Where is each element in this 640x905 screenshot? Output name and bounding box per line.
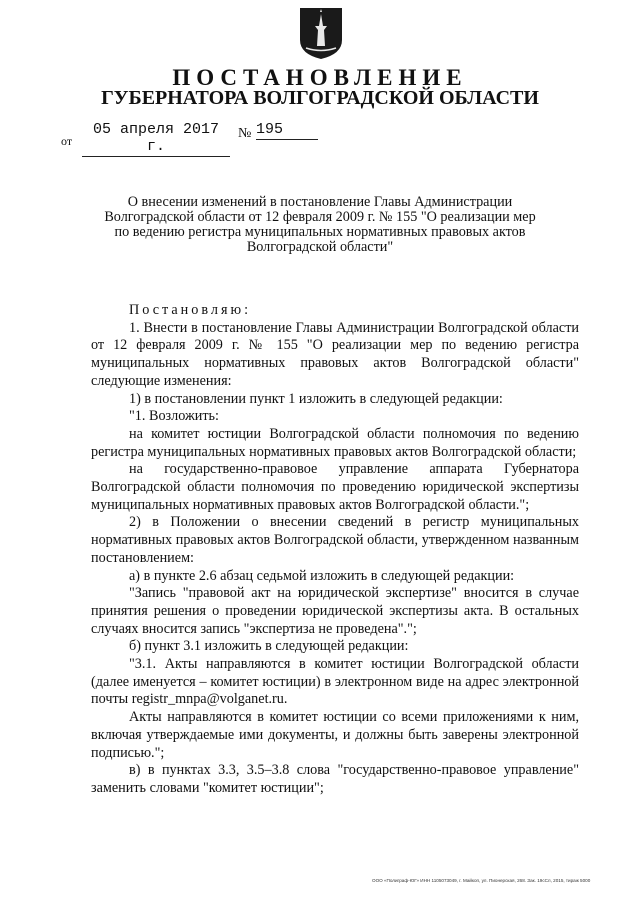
paragraph: на комитет юстиции Волгоградской области полномочия по ведению регистра муниципальных нормативных правовых актов Волгоградской области;	[91, 425, 579, 460]
paragraph: 1) в постановлении пункт 1 изложить в следующей редакции:	[129, 390, 503, 407]
paragraph: а) в пункте 2.6 абзац седьмой изложить в следующей редакции:	[129, 567, 515, 584]
paragraph: "3.1. Акты направляются в комитет юстиции Волгоградской области (далее именуется – комитет юстиции) в электронном виде на адрес электронной почты registr_mnpa@volganet.ru.	[91, 656, 579, 708]
document-number: 195	[256, 121, 318, 140]
paragraph: Акты направляются в комитет юстиции со всеми приложениями к ним, включая утверждаемые ими документы, и должны быть заверены электронной подписью.";	[91, 709, 579, 761]
paragraph: "Запись "правовой акт на юридической экспертизе" вносится в случае принятия решения о проведении юридической экспертизы акта. В остальных случаях вносится запись "экспертиза не проведена".";	[91, 585, 579, 637]
document-date: 05 апреля 2017 г.	[82, 121, 230, 157]
paragraph: "1. Возложить:	[129, 408, 219, 425]
paragraph: в) в пунктах 3.3, 3.5–3.8 слова "государственно-правовое управление" заменить словами "комитет юстиции";	[91, 762, 579, 796]
paragraph: 2) в Положении о внесении сведений в регистр муниципальных нормативных правовых актов Волгоградской области, утвержденном названным постановлением:	[91, 514, 579, 566]
paragraph: 1. Внести в постановление Главы Администрации Волгоградской области от 12 февраля 2009 г. № 155 "О реализации мер по ведению регистра муниципальных нормативных правовых актов Волгоградской области" следующие изменения:	[91, 319, 579, 389]
volgograd-coat-of-arms-icon	[296, 6, 346, 60]
paragraph: на государственно-правовое управление аппарата Губернатора Волгоградской области полномочия по проведению юридической экспертизы муниципальных нормативных правовых актов Волгоградской области.";	[91, 461, 579, 513]
printer-imprint: ООО «Полиграф-ЮГ» ИНН 1105073049, г. Майкоп, ул. Пионерская, 268. Зак. 19сСл, 2015, тираж 5000	[372, 878, 591, 883]
issuer-title: ГУБЕРНАТОРА ВОЛГОГРАДСКОЙ ОБЛАСТИ	[101, 87, 539, 109]
document-subject: О внесении изменений в постановление Главы Администрации Волгоградской области от 12 февраля 2009 г. № 155 "О реализации мер по ведению регистра муниципальных нормативных правовых актов Волгоградской области"	[104, 194, 536, 255]
document-body	[91, 302, 579, 798]
document-title: ПОСТАНОВЛЕНИЕ	[172, 65, 468, 90]
paragraph: б) пункт 3.1 изложить в следующей редакции:	[129, 638, 409, 655]
decree-word: Постановляю:	[129, 302, 252, 318]
date-label: от	[61, 134, 73, 148]
number-label: №	[238, 126, 252, 141]
